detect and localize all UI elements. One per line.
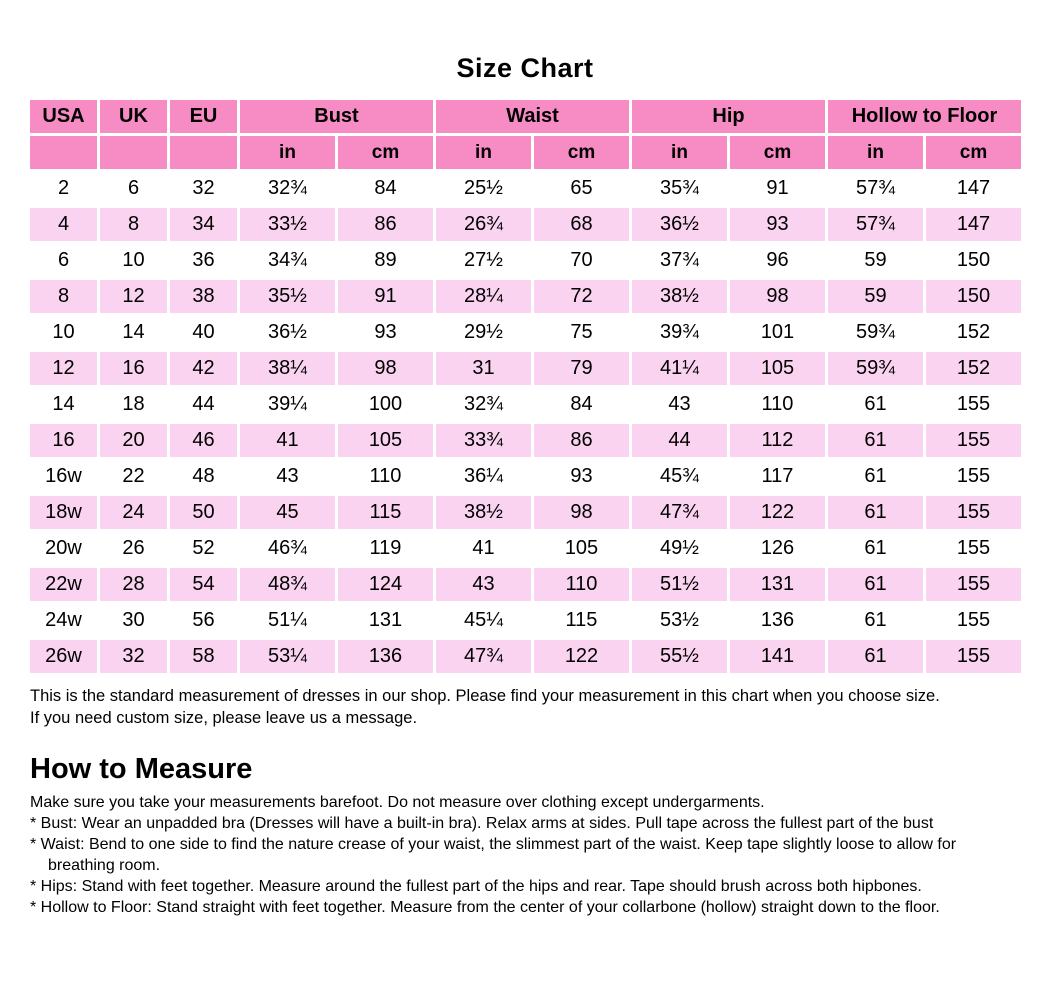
how-to-measure-instructions: [30, 792, 1050, 918]
measure-instruction-line: breathing room.: [48, 857, 161, 874]
table-cell: 39¼: [240, 388, 335, 421]
table-cell: 105: [338, 424, 433, 457]
table-cell: 91: [730, 172, 825, 205]
table-cell: 2: [30, 172, 97, 205]
table-cell: 105: [534, 532, 629, 565]
table-cell: 110: [338, 460, 433, 493]
table-cell: 79: [534, 352, 629, 385]
table-cell: 43: [436, 568, 531, 601]
table-cell: 122: [730, 496, 825, 529]
table-cell: 155: [926, 496, 1021, 529]
table-cell: 45¼: [436, 604, 531, 637]
table-cell: 93: [338, 316, 433, 349]
header-row-groups: [30, 100, 1021, 133]
table-cell: 29½: [436, 316, 531, 349]
table-cell: 46¾: [240, 532, 335, 565]
table-cell: 155: [926, 424, 1021, 457]
table-cell: 98: [534, 496, 629, 529]
table-cell: 59: [828, 244, 923, 277]
table-cell: 41: [240, 424, 335, 457]
table-cell: 147: [926, 208, 1021, 241]
unit-header-cm-6: cm: [534, 136, 629, 169]
table-row: [30, 568, 1021, 601]
table-row: [30, 208, 1021, 241]
table-cell: 48: [170, 460, 237, 493]
table-row: [30, 640, 1021, 673]
table-row: [30, 532, 1021, 565]
table-cell: 40: [170, 316, 237, 349]
table-cell: 8: [100, 208, 167, 241]
table-cell: 112: [730, 424, 825, 457]
table-cell: 4: [30, 208, 97, 241]
unit-header-cm-4: cm: [338, 136, 433, 169]
table-cell: 44: [170, 388, 237, 421]
table-cell: 39¾: [632, 316, 727, 349]
table-cell: 12: [100, 280, 167, 313]
table-cell: 10: [100, 244, 167, 277]
table-cell: 48¾: [240, 568, 335, 601]
table-cell: 61: [828, 424, 923, 457]
table-cell: 41¼: [632, 352, 727, 385]
page-title: Size Chart: [456, 53, 594, 83]
table-cell: 56: [170, 604, 237, 637]
table-cell: 59: [828, 280, 923, 313]
table-cell: 155: [926, 460, 1021, 493]
table-cell: 105: [730, 352, 825, 385]
table-cell: 6: [30, 244, 97, 277]
table-row: [30, 352, 1021, 385]
table-cell: 136: [730, 604, 825, 637]
table-cell: 84: [534, 388, 629, 421]
table-cell: 36½: [240, 316, 335, 349]
column-group-header-hollow-to-floor: Hollow to Floor: [828, 100, 1021, 133]
table-cell: 36½: [632, 208, 727, 241]
table-cell: 47¾: [436, 640, 531, 673]
table-cell: 20w: [30, 532, 97, 565]
table-cell: 18w: [30, 496, 97, 529]
table-cell: 54: [170, 568, 237, 601]
table-cell: 35½: [240, 280, 335, 313]
table-cell: 37¾: [632, 244, 727, 277]
table-cell: 98: [730, 280, 825, 313]
table-cell: 70: [534, 244, 629, 277]
table-body: [30, 172, 1021, 673]
table-cell: 36¼: [436, 460, 531, 493]
table-cell: 38: [170, 280, 237, 313]
table-row: [30, 280, 1021, 313]
table-cell: 6: [100, 172, 167, 205]
table-cell: 58: [170, 640, 237, 673]
table-cell: 150: [926, 280, 1021, 313]
table-cell: 98: [338, 352, 433, 385]
measure-instruction-line: * Hips: Stand with feet together. Measure around the fullest part of the hips and rear. Tape should brush across both hipbones.: [30, 878, 922, 895]
notes-section: [30, 685, 1050, 729]
table-cell: 150: [926, 244, 1021, 277]
table-cell: 61: [828, 640, 923, 673]
table-row: [30, 460, 1021, 493]
table-cell: 122: [534, 640, 629, 673]
table-cell: 24w: [30, 604, 97, 637]
table-cell: 93: [534, 460, 629, 493]
table-cell: 119: [338, 532, 433, 565]
unit-header-cm-10: cm: [926, 136, 1021, 169]
table-cell: 34: [170, 208, 237, 241]
table-cell: 61: [828, 568, 923, 601]
table-cell: 75: [534, 316, 629, 349]
table-cell: 34¾: [240, 244, 335, 277]
table-cell: 59¾: [828, 352, 923, 385]
table-cell: 43: [240, 460, 335, 493]
table-cell: 27½: [436, 244, 531, 277]
table-cell: 32¾: [436, 388, 531, 421]
table-cell: 45: [240, 496, 335, 529]
table-cell: 100: [338, 388, 433, 421]
table-cell: 53½: [632, 604, 727, 637]
table-cell: 55½: [632, 640, 727, 673]
table-cell: 136: [338, 640, 433, 673]
table-cell: 26w: [30, 640, 97, 673]
table-cell: 16: [100, 352, 167, 385]
unit-header-in-3: in: [240, 136, 335, 169]
column-group-header-waist: Waist: [436, 100, 629, 133]
table-cell: 41: [436, 532, 531, 565]
table-cell: 35¾: [632, 172, 727, 205]
table-cell: 61: [828, 496, 923, 529]
measure-instruction-line: Make sure you take your measurements barefoot. Do not measure over clothing except undergarments.: [30, 794, 765, 811]
unit-header-in-5: in: [436, 136, 531, 169]
table-cell: 38¼: [240, 352, 335, 385]
table-cell: 101: [730, 316, 825, 349]
table-cell: 155: [926, 532, 1021, 565]
table-cell: 14: [30, 388, 97, 421]
table-cell: 32¾: [240, 172, 335, 205]
column-group-header-usa: USA: [30, 100, 97, 133]
table-cell: 57¾: [828, 172, 923, 205]
table-cell: 155: [926, 568, 1021, 601]
table-cell: 152: [926, 352, 1021, 385]
unit-header-in-7: in: [632, 136, 727, 169]
table-cell: 155: [926, 604, 1021, 637]
table-cell: 117: [730, 460, 825, 493]
table-cell: 93: [730, 208, 825, 241]
table-cell: 96: [730, 244, 825, 277]
table-cell: 72: [534, 280, 629, 313]
table-cell: 115: [338, 496, 433, 529]
table-cell: 155: [926, 640, 1021, 673]
table-cell: 25½: [436, 172, 531, 205]
table-cell: 22w: [30, 568, 97, 601]
table-cell: 51¼: [240, 604, 335, 637]
table-cell: 59¾: [828, 316, 923, 349]
table-cell: 44: [632, 424, 727, 457]
table-cell: 68: [534, 208, 629, 241]
unit-header-cm-8: cm: [730, 136, 825, 169]
unit-header-in-9: in: [828, 136, 923, 169]
table-cell: 32: [170, 172, 237, 205]
table-cell: 36: [170, 244, 237, 277]
table-row: [30, 496, 1021, 529]
table-cell: 31: [436, 352, 531, 385]
table-cell: 52: [170, 532, 237, 565]
table-cell: 57¾: [828, 208, 923, 241]
table-cell: 84: [338, 172, 433, 205]
column-group-header-uk: UK: [100, 100, 167, 133]
measure-instruction-line: * Bust: Wear an unpadded bra (Dresses will have a built-in bra). Relax arms at sides. Pull tape across the fullest part of the bust: [30, 815, 934, 832]
table-cell: 46: [170, 424, 237, 457]
table-row: [30, 172, 1021, 205]
table-row: [30, 388, 1021, 421]
table-cell: 61: [828, 388, 923, 421]
table-cell: 110: [534, 568, 629, 601]
table-cell: 45¾: [632, 460, 727, 493]
table-cell: 49½: [632, 532, 727, 565]
column-group-header-hip: Hip: [632, 100, 825, 133]
table-cell: 124: [338, 568, 433, 601]
table-cell: 22: [100, 460, 167, 493]
table-cell: 86: [534, 424, 629, 457]
table-cell: 110: [730, 388, 825, 421]
table-header: [30, 100, 1021, 169]
table-row: [30, 424, 1021, 457]
table-cell: 152: [926, 316, 1021, 349]
size-chart-table: [27, 97, 1024, 676]
table-cell: 14: [100, 316, 167, 349]
table-cell: 26: [100, 532, 167, 565]
header-row-units: [30, 136, 1021, 169]
measure-instruction-line: * Hollow to Floor: Stand straight with feet together. Measure from the center of your collarbone (hollow) straight down to the floor.: [30, 899, 940, 916]
unit-header-empty-1: [100, 136, 167, 169]
table-cell: 61: [828, 460, 923, 493]
table-cell: 131: [338, 604, 433, 637]
how-to-measure-heading: How to Measure: [30, 753, 253, 785]
table-cell: 32: [100, 640, 167, 673]
table-cell: 147: [926, 172, 1021, 205]
table-row: [30, 316, 1021, 349]
table-row: [30, 244, 1021, 277]
unit-header-empty-0: [30, 136, 97, 169]
table-cell: 155: [926, 388, 1021, 421]
table-cell: 50: [170, 496, 237, 529]
table-cell: 51½: [632, 568, 727, 601]
table-cell: 33½: [240, 208, 335, 241]
table-cell: 38½: [436, 496, 531, 529]
table-cell: 141: [730, 640, 825, 673]
table-cell: 53¼: [240, 640, 335, 673]
table-cell: 33¾: [436, 424, 531, 457]
table-cell: 20: [100, 424, 167, 457]
note-line-1: This is the standard measurement of dresses in our shop. Please find your measurement in this chart when you choose size.: [30, 687, 940, 705]
table-cell: 47¾: [632, 496, 727, 529]
column-group-header-bust: Bust: [240, 100, 433, 133]
table-cell: 43: [632, 388, 727, 421]
table-cell: 18: [100, 388, 167, 421]
table-cell: 61: [828, 532, 923, 565]
table-cell: 28¼: [436, 280, 531, 313]
table-cell: 115: [534, 604, 629, 637]
table-cell: 26¾: [436, 208, 531, 241]
table-row: [30, 604, 1021, 637]
table-cell: 89: [338, 244, 433, 277]
measure-instruction-line: * Waist: Bend to one side to find the nature crease of your waist, the slimmest part of the waist. Keep tape slightly loose to allow for: [30, 836, 957, 853]
table-cell: 126: [730, 532, 825, 565]
table-cell: 38½: [632, 280, 727, 313]
table-cell: 30: [100, 604, 167, 637]
table-cell: 65: [534, 172, 629, 205]
table-cell: 16w: [30, 460, 97, 493]
unit-header-empty-2: [170, 136, 237, 169]
table-cell: 131: [730, 568, 825, 601]
note-line-2: If you need custom size, please leave us a message.: [30, 709, 418, 727]
table-cell: 86: [338, 208, 433, 241]
table-cell: 61: [828, 604, 923, 637]
column-group-header-eu: EU: [170, 100, 237, 133]
table-cell: 8: [30, 280, 97, 313]
table-cell: 91: [338, 280, 433, 313]
table-cell: 16: [30, 424, 97, 457]
table-cell: 42: [170, 352, 237, 385]
table-cell: 10: [30, 316, 97, 349]
table-cell: 28: [100, 568, 167, 601]
table-cell: 24: [100, 496, 167, 529]
table-cell: 12: [30, 352, 97, 385]
